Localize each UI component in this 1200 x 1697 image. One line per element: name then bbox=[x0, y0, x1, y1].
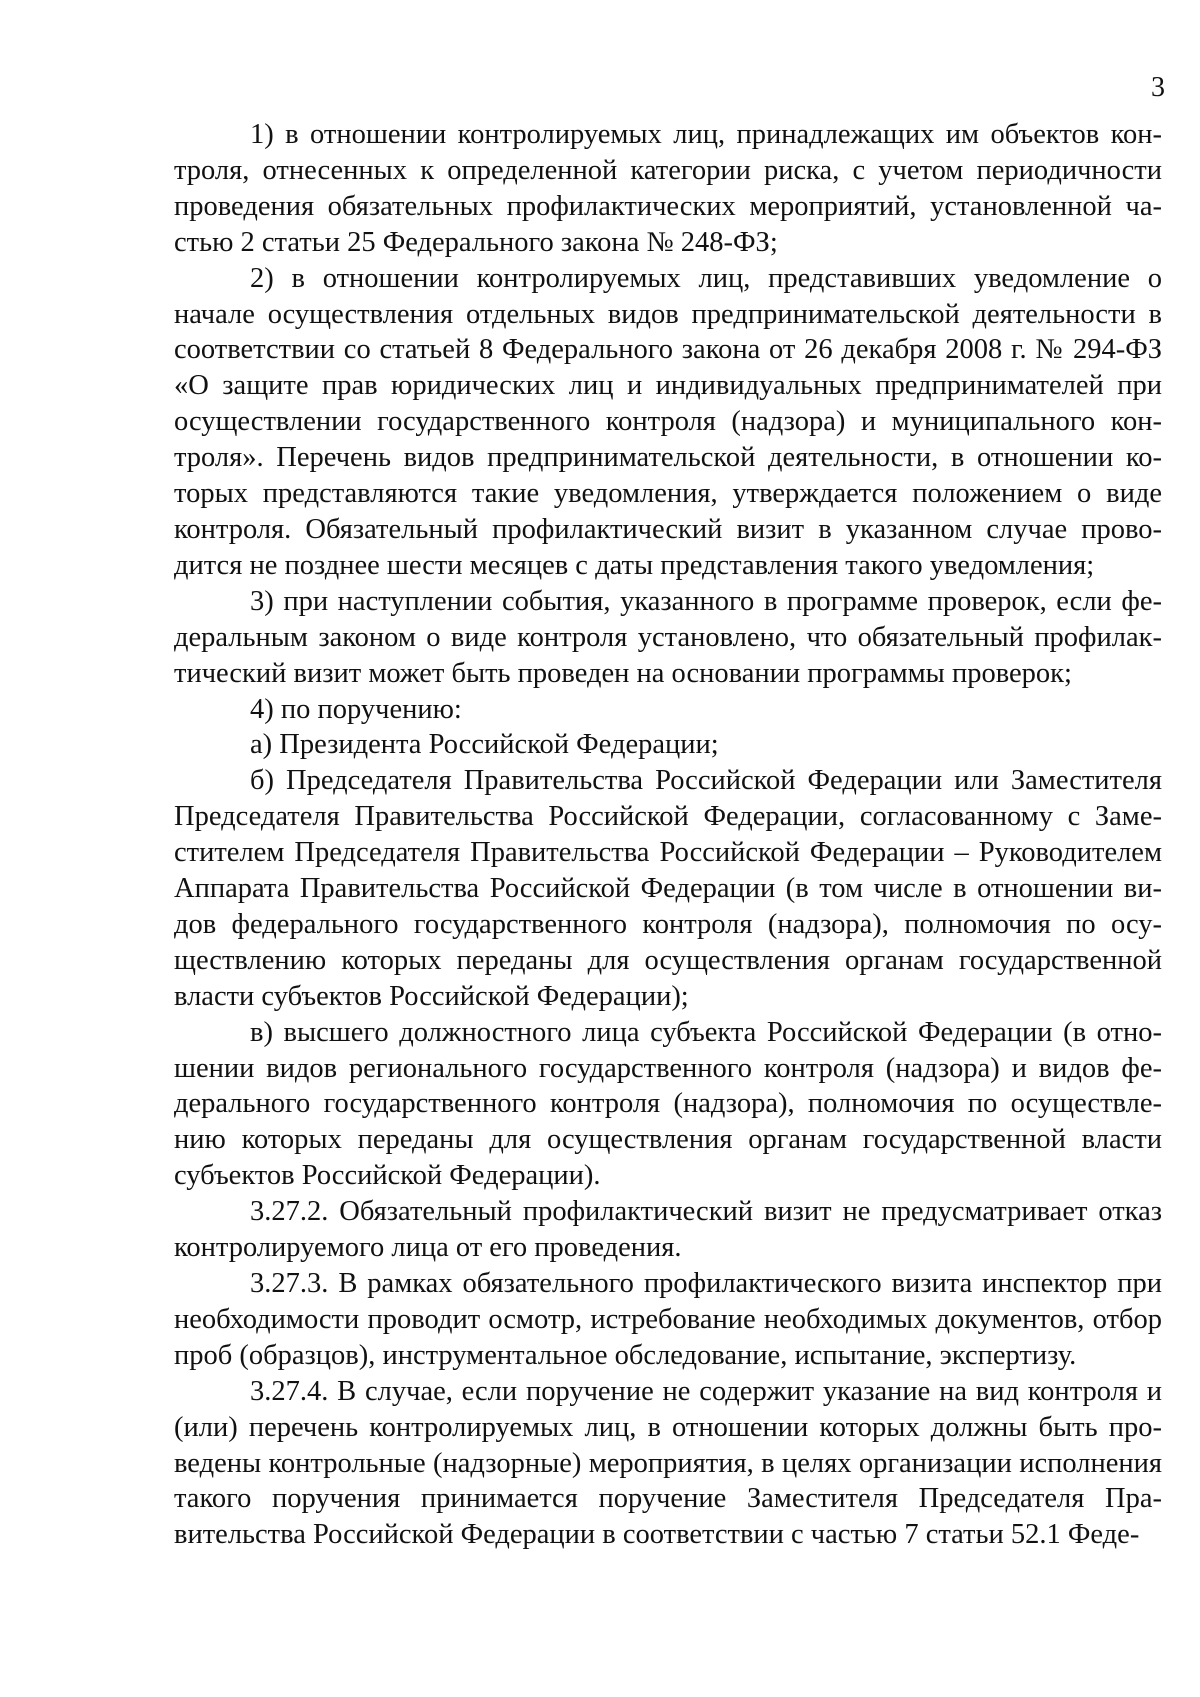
paragraph-item-3: 3) при наступлении события, указанного в программе проверок, если федеральным законом о виде контроля установлено, что обязательный профилактический визит может быть проведен на основании программы проверок; bbox=[174, 585, 1162, 689]
paragraph-item-4v: в) высшего должностного лица субъекта Российской Федерации (в отношении видов регионального государственного контроля (надзора) и видов федерального государственного контроля (надзора), полномочия по осуществлению которых переданы для осуществления органам государственной власти субъектов Российской Федерации). bbox=[174, 1016, 1162, 1192]
page-number: 3 bbox=[1151, 72, 1165, 103]
paragraph-item-4a: а) Президента Российской Федерации; bbox=[250, 729, 719, 761]
paragraph-item-4b: б) Председателя Правительства Российской Федерации или Заместителя Председателя Правительства Российской Федерации, согласованному с Заместителем Председателя Правительства Российской Федерации – Руководителем Аппарата Правительства Российской Федерации (в том числе в отношении видов федерального государственного контроля (надзора), полномочия по осуществлению которых переданы для осуществления органам государственной власти субъектов Российской Федерации); bbox=[174, 765, 1162, 1012]
paragraph-3-27-4: 3.27.4. В случае, если поручение не содержит указание на вид контроля и (или) перечень контролируемых лиц, в отношении которых должны быть проведены контрольные (надзорные) мероприятия, в целях организации исполнения такого поручения принимается поручение Заместителя Председателя Правительства Российской Федерации в соответствии с частью 7 статьи 52.1 Феде- bbox=[174, 1375, 1162, 1551]
paragraph-item-4: 4) по поручению: bbox=[250, 693, 462, 725]
document-body bbox=[174, 117, 1162, 1553]
paragraph-item-2: 2) в отношении контролируемых лиц, представивших уведомление о начале осуществления отдельных видов предпринимательской деятельности в соответствии со статьей 8 Федерального закона от 26 декабря 2008 г. № 294-ФЗ «О защите прав юридических лиц и индивидуальных предпринимателей при осуществлении государственного контроля (надзора) и муниципального контроля». Перечень видов предпринимательской деятельности, в отношении которых представляются такие уведомления, утверждается положением о виде контроля. Обязательный профилактический визит в указанном случае проводится не позднее шести месяцев с даты представления такого уведомления; bbox=[174, 262, 1162, 581]
paragraph-item-1: 1) в отношении контролируемых лиц, принадлежащих им объектов контроля, отнесенных к определенной категории риска, с учетом периодичности проведения обязательных профилактических мероприятий, установленной частью 2 статьи 25 Федерального закона № 248-ФЗ; bbox=[174, 119, 1162, 258]
paragraph-3-27-3: 3.27.3. В рамках обязательного профилактического визита инспектор при необходимости проводит осмотр, истребование необходимых документов, отбор проб (образцов), инструментальное обследование, испытание, экспертизу. bbox=[174, 1268, 1162, 1371]
paragraph-3-27-2: 3.27.2. Обязательный профилактический визит не предусматривает отказ контролируемого лица от его проведения. bbox=[174, 1196, 1162, 1264]
